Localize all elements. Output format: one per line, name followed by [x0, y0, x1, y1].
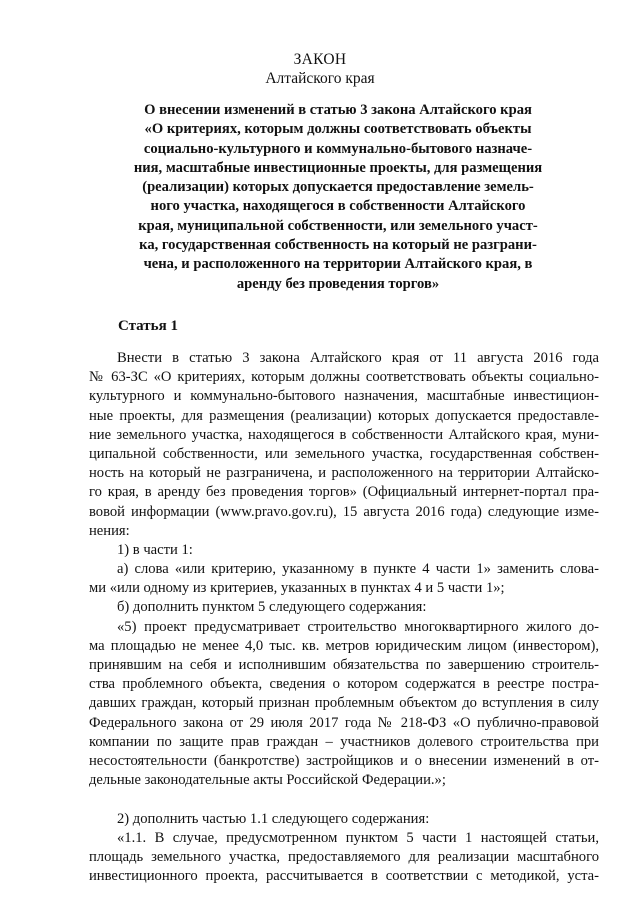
subject-line: О внесении изменений в статью 3 закона Алтайского края — [144, 102, 532, 118]
body-line: № 63-ЗС «О критериях, которым должны соответствовать объекты социально- — [89, 369, 599, 386]
body-line: ма площадью не менее 4,0 тыс. кв. метров юридическим лицом (инвестором), — [89, 637, 599, 654]
body-line: вовой информации (www.pravo.gov.ru), 15 августа 2016 года) следующие изме- — [89, 503, 599, 520]
subject-line: социально-культурного и коммунально-бытового назначе- — [143, 140, 533, 157]
subject-line: ка, государственная собственность на который не разграни- — [139, 237, 537, 254]
body-line: Федерального закона от 29 июля 2017 года № 218-ФЗ «О публично-правовой — [89, 714, 599, 731]
body-line: дельные законодательные акты Российской Федерации.»; — [89, 772, 446, 789]
subject-line: края, муниципальной собственности, или земельного участ- — [138, 217, 538, 234]
subject-line: ния, масштабные инвестиционные проекты, для размещения — [133, 159, 543, 176]
body-line: инвестиционного проекта, рассчитывается в соответствии с методикой, уста- — [89, 868, 599, 885]
body-line: го края, в аренду без проведения торгов» (Официальный интернет-портал пра- — [89, 484, 599, 501]
body-line: компании по защите прав граждан – участников долевого строительства при — [89, 733, 599, 750]
body-line: культурного и коммунально-бытового назначения, масштабные инвестицион- — [89, 388, 599, 405]
body-line: 2) дополнить частью 1.1 следующего содержания: — [117, 810, 430, 827]
body-line: нения: — [89, 522, 130, 539]
document-region-heading: Алтайского края — [265, 70, 375, 87]
subject-line: (реализации) которых допускается предоставление земель- — [142, 179, 534, 196]
body-line: «1.1. В случае, предусмотренном пунктом 5 части 1 настоящей статьи, — [117, 829, 599, 846]
body-line: ства проблемного объекта, сведения о котором содержатся в реестре постра- — [89, 676, 599, 693]
subject-line: «О критериях, которым должны соответствовать объекты — [144, 121, 532, 138]
body-line: площадь земельного участка, предоставляемого для реализации масштабного — [89, 848, 599, 865]
body-line: ность на который не разграничена, и расположенного на территории Алтайско- — [89, 465, 599, 482]
body-line: «5) проект предусматривает строительство многоквартирного жилого до- — [117, 618, 599, 635]
subject-line: аренду без проведения торгов» — [236, 275, 440, 292]
body-line: а) слова «или критерию, указанному в пункте 4 части 1» заменить слова- — [117, 561, 599, 578]
body-line: принявшим на себя и исполнившим обязательства по завершению строитель- — [89, 657, 599, 673]
body-line: ципальной собственности, или земельного участка, государственная собствен- — [89, 445, 599, 462]
body-line: б) дополнить пунктом 5 следующего содержания: — [117, 599, 427, 616]
body-line: ные проекты, для размещения (реализации) которых допускается предоставле- — [89, 407, 599, 424]
subject-line: ного участка, находящегося в собственности Алтайского — [150, 198, 526, 215]
body-line: 1) в части 1: — [117, 541, 193, 558]
subject-line: чена, и расположенного на территории Алтайского края, в — [143, 256, 533, 273]
law-subject-title — [110, 101, 566, 294]
body-line: давших граждан, который признан проблемным объектом до вступления в силу — [89, 695, 599, 712]
article-body — [89, 349, 599, 886]
body-line: несостоятельности (банкротстве) застройщиков и о внесении изменений в от- — [89, 752, 599, 769]
blank-line — [89, 790, 599, 809]
body-line: ние земельного участка, находящегося в собственности Алтайского края, муни- — [89, 426, 599, 443]
article-title: Статья 1 — [118, 318, 178, 334]
body-line: Внести в статью 3 закона Алтайского края от 11 августа 2016 года — [117, 350, 599, 366]
body-line: ми «или одному из критериев, указанных в пунктах 4 и 5 части 1»; — [89, 580, 505, 597]
document-type-heading: ЗАКОН — [293, 51, 347, 68]
